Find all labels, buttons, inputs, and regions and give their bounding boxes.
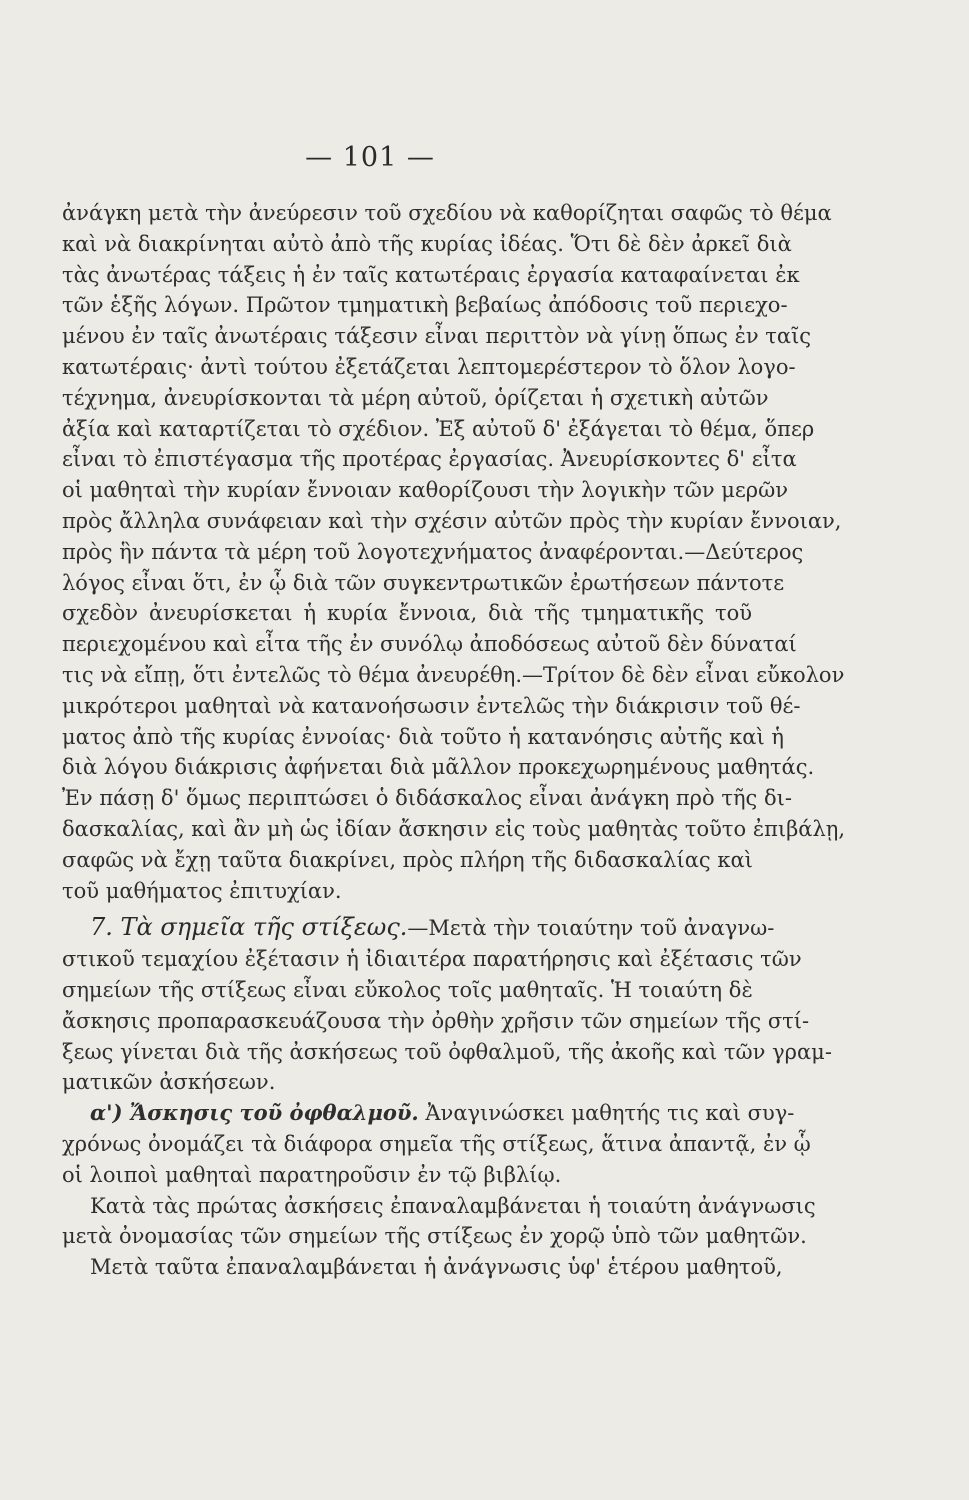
text-line: Ἐν πάσῃ δ' ὅμως περιπτώσει ὁ διδάσκαλος εἶναι ἀνάγκη πρὸ τῆς δι- xyxy=(62,786,792,811)
text-line: οἱ μαθηταὶ τὴν κυρίαν ἔννοιαν καθορίζουσι τὴν λογικὴν τῶν μερῶν xyxy=(62,478,789,503)
page-number: — 101 — xyxy=(305,142,435,173)
section-7-first-line xyxy=(62,912,775,944)
text-line: κατωτέραις· ἀντὶ τούτου ἐξετάζεται λεπτομερέστερον τὸ ὅλον λογο- xyxy=(62,354,796,379)
text-line: τῶν ἑξῆς λόγων. Πρῶτον τμηματικὴ βεβαίως ἀπόδοσις τοῦ περιεχο- xyxy=(62,293,788,318)
text-line: σχεδὸν ἀνευρίσκεται ἡ κυρία ἔννοια, διὰ τῆς τμηματικῆς τοῦ xyxy=(62,601,752,626)
text-line: ματος ἀπὸ τῆς κυρίας ἐννοίας· διὰ τοῦτο ἡ κατανόησις αὐτῆς καὶ ἡ xyxy=(62,724,784,749)
text-line: οἱ λοιποὶ μαθηταὶ παρατηροῦσιν ἐν τῷ βιβλίῳ. xyxy=(62,1162,562,1187)
text-line: τοῦ μαθήματος ἐπιτυχίαν. xyxy=(62,878,342,903)
text-line: πρὸς ἣν πάντα τὰ μέρη τοῦ λογοτεχνήματος ἀναφέρονται.—Δεύτερος xyxy=(62,539,804,564)
text-line: στικοῦ τεμαχίου ἐξέτασιν ἡ ἰδιαιτέρα παρατήρησις καὶ ἐξέτασις τῶν xyxy=(62,947,802,972)
text-line: χρόνως ὀνομάζει τὰ διάφορα σημεῖα τῆς στίξεως, ἅτινα ἀπαντᾷ, ἐν ᾧ xyxy=(62,1131,811,1156)
text-line: διὰ λόγου διάκρισις ἀφήνεται διὰ μᾶλλον προκεχωρημένους μαθητάς. xyxy=(62,755,815,780)
text-line: καὶ νὰ διακρίνηται αὐτὸ ἀπὸ τῆς κυρίας ἰδέας. Ὅτι δὲ δὲν ἀρκεῖ διὰ xyxy=(62,231,792,256)
text-line: μετὰ ὀνομασίας τῶν σημείων τῆς στίξεως ἐν χορῷ ὑπὸ τῶν μαθητῶν. xyxy=(62,1224,807,1249)
text-line: Μετὰ ταῦτα ἐπαναλαμβάνεται ἡ ἀνάγνωσις ὑφ' ἑτέρου μαθητοῦ, xyxy=(90,1255,783,1280)
text-line: τὰς ἀνωτέρας τάξεις ἡ ἐν ταῖς κατωτέραις ἐργασία καταφαίνεται ἐκ xyxy=(62,262,800,287)
text-line: εἶναι τὸ ἐπιστέγασμα τῆς προτέρας ἐργασίας. Ἀνευρίσκοντες δ' εἶτα xyxy=(62,447,797,472)
text-line: λόγος εἶναι ὅτι, ἐν ᾧ διὰ τῶν συγκεντρωτικῶν ἐρωτήσεων πάντοτε xyxy=(62,570,785,595)
body-text xyxy=(62,198,846,1283)
text-line: ἄσκησις προπαρασκευάζουσα τὴν ὀρθὴν χρῆσιν τῶν σημείων τῆς στί- xyxy=(62,1008,810,1033)
subsection-a-first-line xyxy=(62,1098,795,1129)
text-line: Κατὰ τὰς πρώτας ἀσκήσεις ἐπαναλαμβάνεται ἡ τοιαύτη ἀνάγνωσις xyxy=(90,1193,816,1218)
text-line: σημείων τῆς στίξεως εἶναι εὔκολος τοῖς μαθηταῖς. Ἡ τοιαύτη δὲ xyxy=(62,977,753,1002)
text-line: ἀνάγκη μετὰ τὴν ἀνεύρεσιν τοῦ σχεδίου νὰ καθορίζηται σαφῶς τὸ θέμα xyxy=(62,201,832,225)
section-7-heading: 7. Τὰ σημεῖα τῆς στίξεως. xyxy=(90,913,408,942)
text-line: ἀξία καὶ καταρτίζεται τὸ σχέδιον. Ἐξ αὐτοῦ δ' ἐξάγεται τὸ θέμα, ὅπερ xyxy=(62,416,815,441)
text-line: σαφῶς νὰ ἔχῃ ταῦτα διακρίνει, πρὸς πλήρη τῆς διδασκαλίας καὶ xyxy=(62,847,753,872)
text-line: δασκαλίας, καὶ ἂν μὴ ὡς ἰδίαν ἄσκησιν εἰς τοὺς μαθητὰς τοῦτο ἐπιβάλῃ, xyxy=(62,816,846,841)
text-line: μικρότεροι μαθηταὶ νὰ κατανοήσωσιν ἐντελῶς τὴν διάκρισιν τοῦ θέ- xyxy=(62,693,801,718)
text-line: τέχνημα, ἀνευρίσκονται τὰ μέρη αὐτοῦ, ὁρίζεται ἡ σχετικὴ αὐτῶν xyxy=(62,385,769,410)
text-line: περιεχομένου καὶ εἶτα τῆς ἐν συνόλῳ ἀποδόσεως αὐτοῦ δὲν δύναταί xyxy=(62,632,797,657)
subsection-a-first-line-text: Ἀναγινώσκει μαθητής τις καὶ συγ- xyxy=(418,1101,795,1126)
text-line: ματικῶν ἀσκήσεων. xyxy=(62,1070,276,1095)
subsection-a-heading: α') Ἄσκησις τοῦ ὀφθαλμοῦ. xyxy=(90,1100,419,1126)
text-line: μένου ἐν ταῖς ἀνωτέραις τάξεσιν εἶναι περιττὸν νὰ γίνῃ ὅπως ἐν ταῖς xyxy=(62,324,812,349)
text-line: πρὸς ἄλληλα συνάφειαν καὶ τὴν σχέσιν αὐτῶν πρὸς τὴν κυρίαν ἔννοιαν, xyxy=(62,508,842,533)
text-line: ξεως γίνεται διὰ τῆς ἀσκήσεως τοῦ ὀφθαλμοῦ, τῆς ἀκοῆς καὶ τῶν γραμ- xyxy=(62,1039,832,1064)
text-line: τις νὰ εἴπῃ, ὅτι ἐντελῶς τὸ θέμα ἀνευρέθη.—Τρίτον δὲ δὲν εἶναι εὔκολον xyxy=(62,662,845,687)
section-7-first-line-text: —Μετὰ τὴν τοιαύτην τοῦ ἀναγνω- xyxy=(407,916,775,941)
